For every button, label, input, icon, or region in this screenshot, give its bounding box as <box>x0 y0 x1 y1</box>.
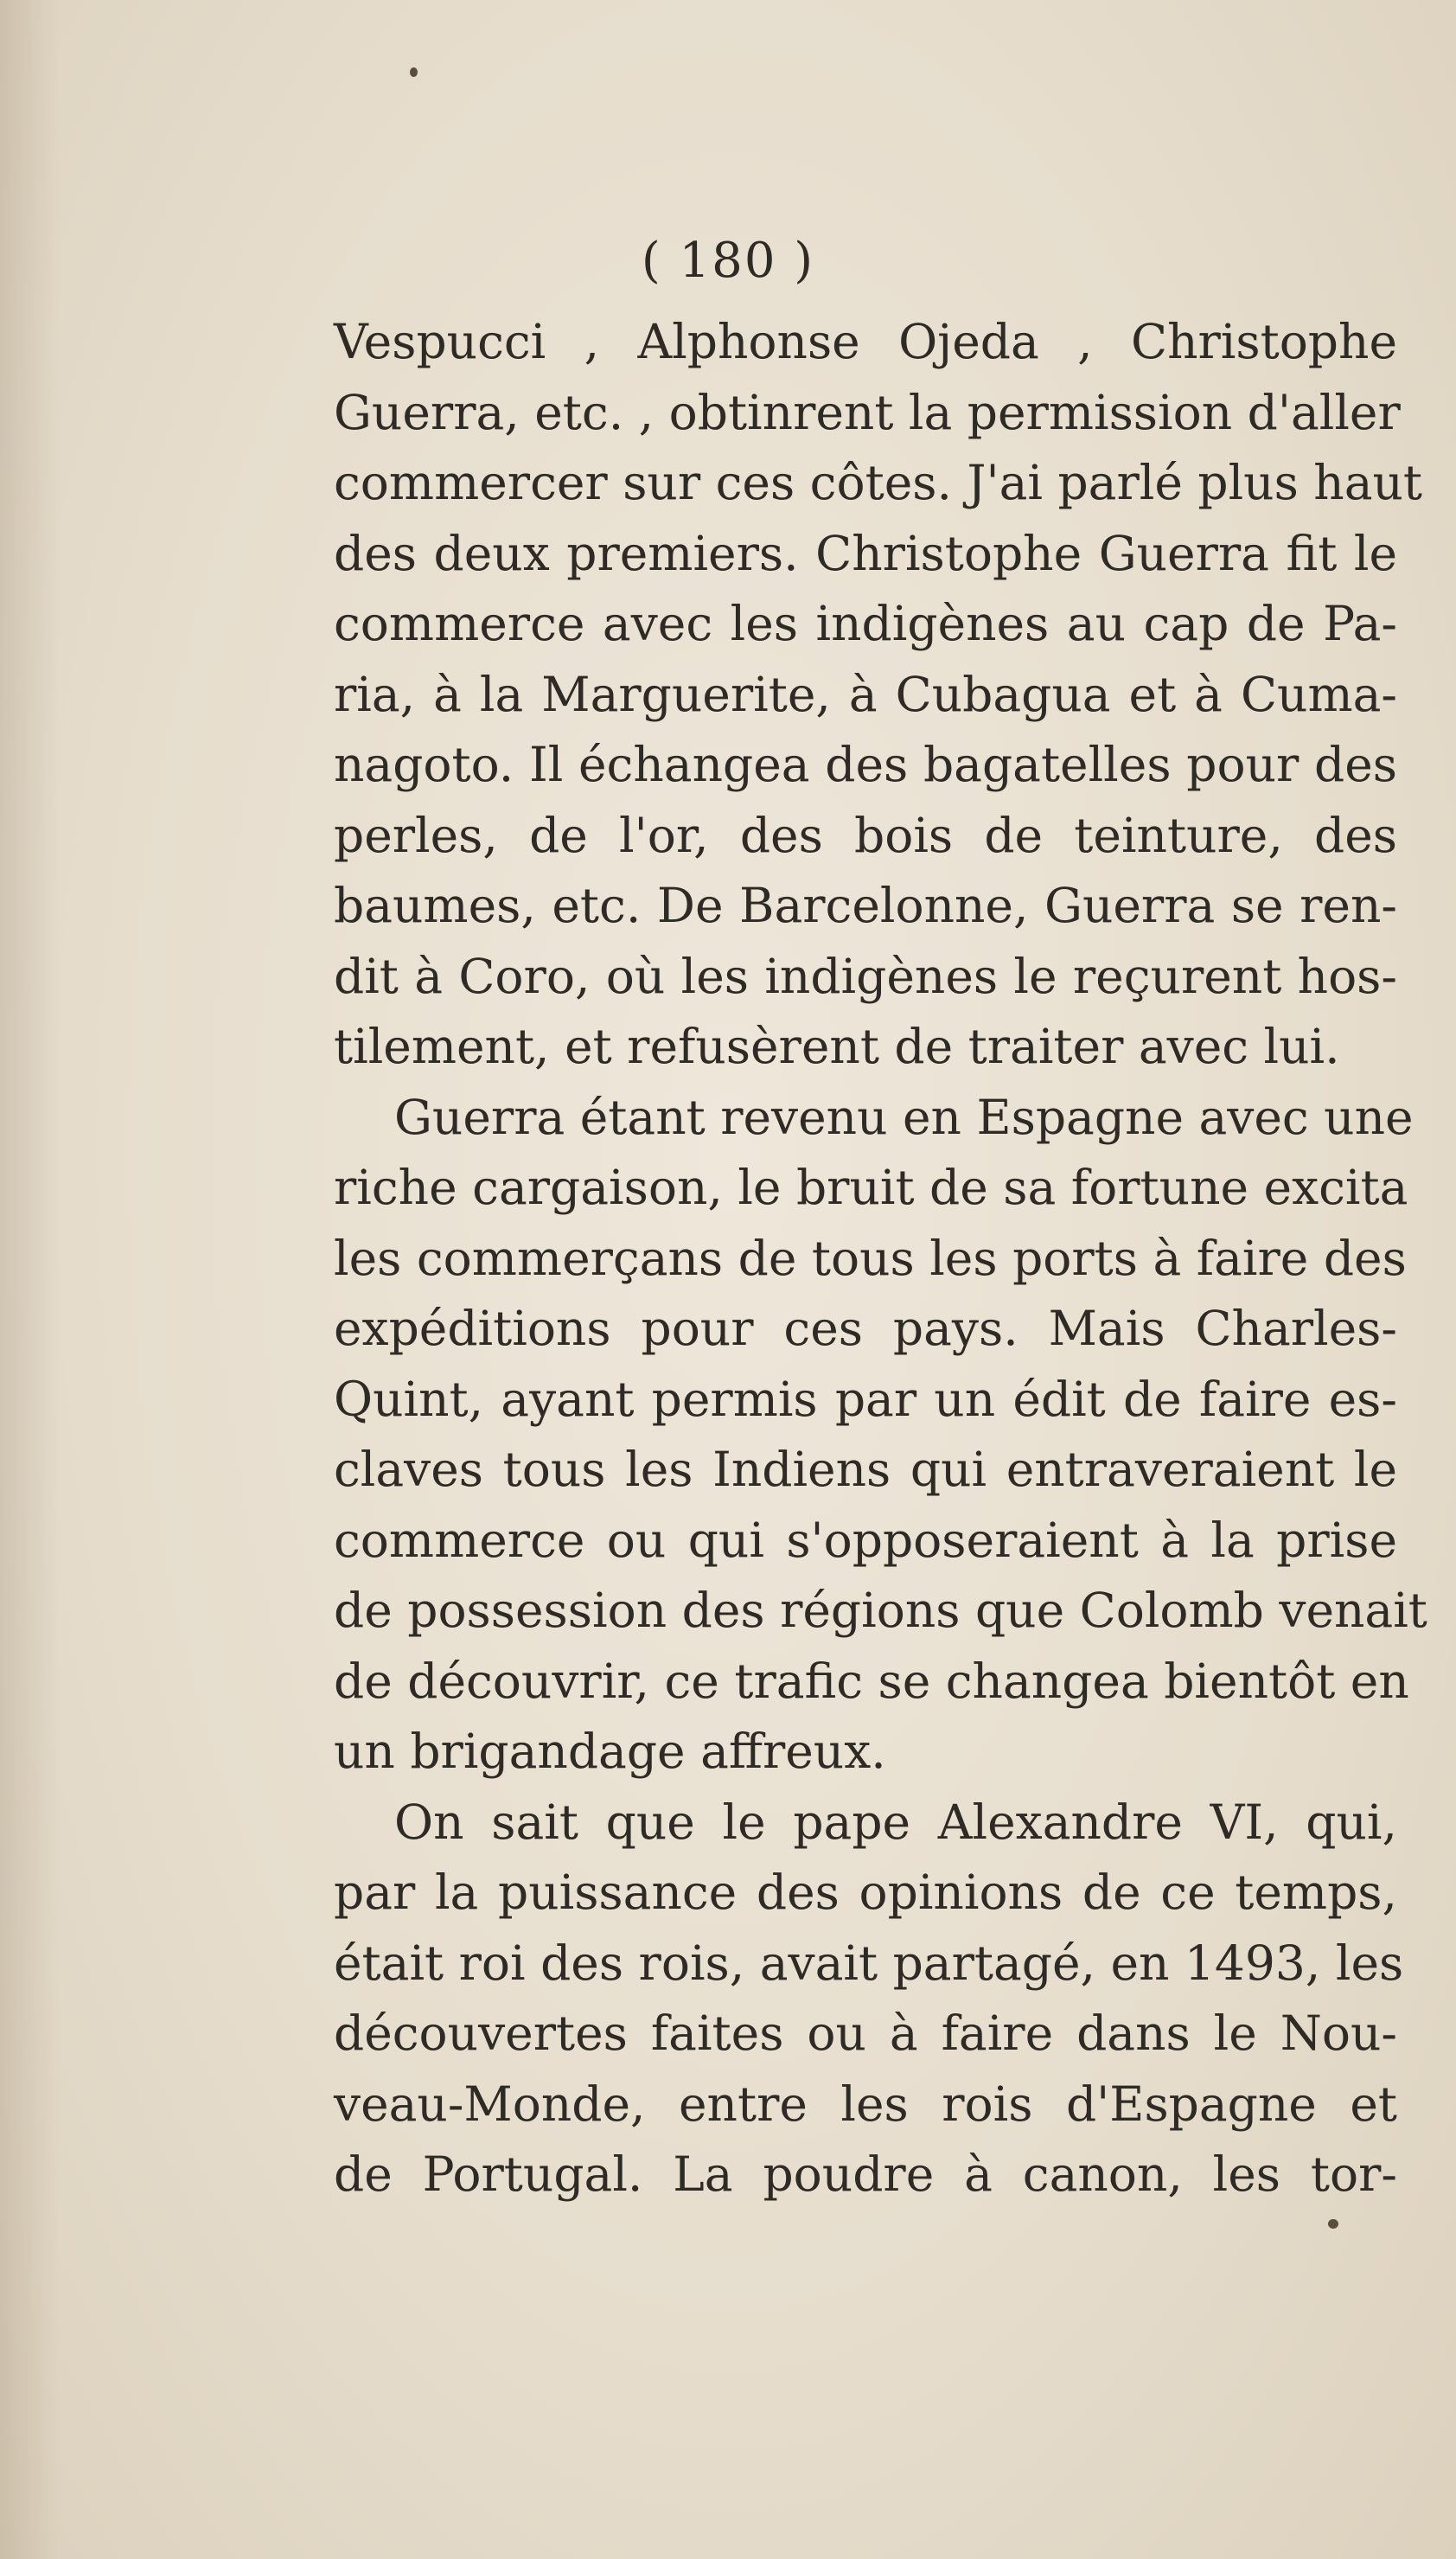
text-line: commercer sur ces côtes. J'ai parlé plus haut <box>334 455 1423 510</box>
paragraph-first-line: Guerra étant revenu en Espagne avec une <box>394 1089 1414 1145</box>
ink-speck <box>1328 2219 1338 2229</box>
text-line: baumes, etc. De Barcelonne, Guerra se ren- <box>334 878 1397 933</box>
text-line: perles, de l'or, des bois de teinture, des <box>334 807 1397 863</box>
text-line: expéditions pour ces pays. Mais Charles- <box>334 1301 1397 1356</box>
text-line: Vespucci , Alphonse Ojeda , Christophe <box>334 314 1397 369</box>
text-line: découvertes faites ou à faire dans le Nou- <box>334 2006 1397 2061</box>
text-line: claves tous les Indiens qui entraveraient le <box>334 1442 1397 1497</box>
ink-speck <box>410 67 418 77</box>
text-line: nagoto. Il échangea des bagatelles pour des <box>334 737 1397 792</box>
text-line: de Portugal. La poudre à canon, les tor- <box>334 2146 1397 2202</box>
paragraph-first-line: On sait que le pape Alexandre VI, qui, <box>394 1794 1397 1850</box>
text-line: riche cargaison, le bruit de sa fortune excita <box>334 1160 1408 1215</box>
text-line: des deux premiers. Christophe Guerra fit le <box>334 525 1397 581</box>
text-line: de possession des régions que Colomb venait <box>334 1583 1427 1638</box>
text-line: commerce ou qui s'opposeraient à la prise <box>334 1512 1397 1568</box>
text-line: Quint, ayant permis par un édit de faire es- <box>334 1371 1397 1427</box>
text-line: dit à Coro, où les indigènes le reçurent hos- <box>334 948 1397 1004</box>
text-line: Guerra, etc. , obtinrent la permission d'aller <box>334 384 1401 440</box>
text-line: les commerçans de tous les ports à faire des <box>334 1230 1407 1286</box>
text-line: commerce avec les indigènes au cap de Pa- <box>334 596 1397 651</box>
text-line: était roi des rois, avait partagé, en 1493, les <box>334 1935 1404 1991</box>
text-line: ria, à la Marguerite, à Cubagua et à Cuma- <box>334 666 1397 722</box>
page-number: ( 180 ) <box>641 233 815 289</box>
text-line: de découvrir, ce trafic se changea bientôt en <box>334 1653 1409 1709</box>
text-line: veau-Monde, entre les rois d'Espagne et <box>334 2076 1397 2132</box>
text-line: tilement, et refusèrent de traiter avec lui. <box>334 1019 1340 1074</box>
body-text <box>334 307 1427 2210</box>
text-line: un brigandage affreux. <box>334 1724 886 1779</box>
text-line: par la puissance des opinions de ce temps, <box>334 1865 1397 1920</box>
